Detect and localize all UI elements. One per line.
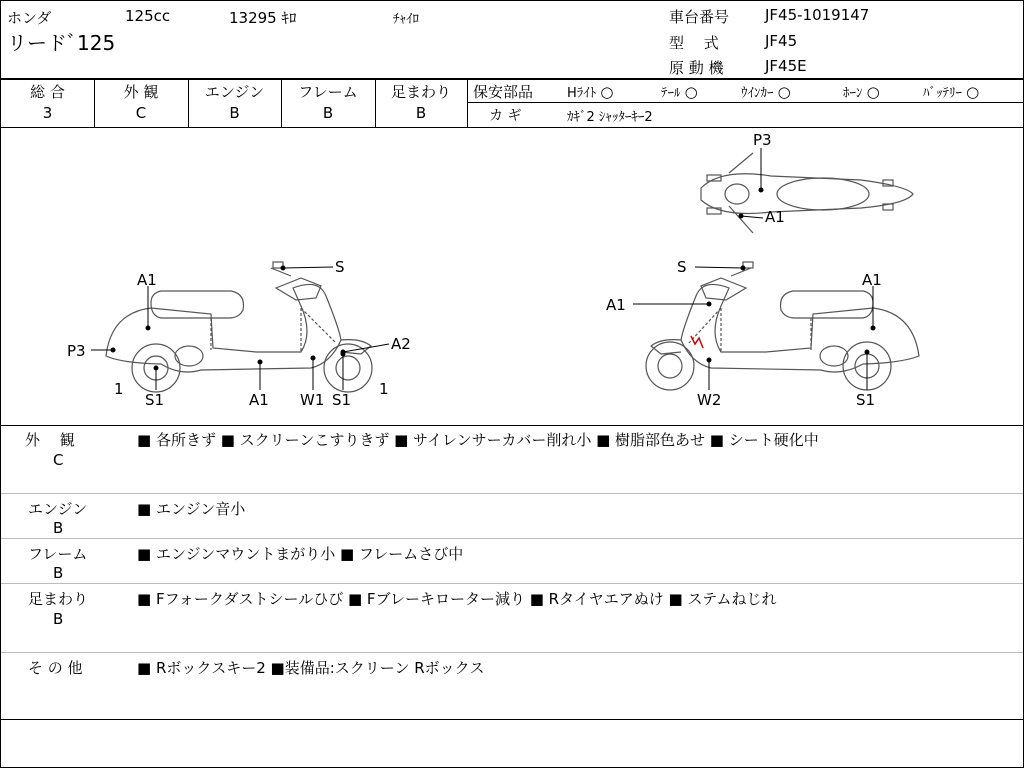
left-w1-label: W1 — [300, 391, 325, 409]
grade-label-overall: 総 合 — [30, 83, 65, 101]
left-a2-label: A2 — [391, 335, 411, 353]
key-value: ｶｷﾞ2 ｼｬｯﾀｰｷｰ2 — [567, 110, 653, 125]
note-grade-suspension: B — [53, 610, 64, 628]
grade-value-engine: B — [229, 104, 240, 122]
right-one-label: 1 — [379, 380, 389, 398]
note-text-other: ■ Rボックスキー2 ■装備品:スクリーン Rボックス — [137, 659, 485, 677]
model-name: リードﾞ125 — [7, 31, 116, 55]
left-s1-label: S1 — [145, 391, 165, 409]
displacement: 125cc — [125, 7, 171, 25]
grade-value-exterior: C — [135, 104, 147, 122]
left-a1-bottom-label: A1 — [249, 391, 269, 409]
right-w2-label: W2 — [697, 391, 722, 409]
grade-label-exterior: 外 観 — [123, 83, 159, 101]
right-s1-label: S1 — [856, 391, 876, 409]
note-label-suspension: 足まわり — [28, 590, 89, 608]
note-label-engine: エンジン — [28, 500, 88, 518]
engine-label: 原 動 機 — [669, 59, 724, 77]
right-s-label: S — [677, 258, 687, 276]
note-grade-exterior: C — [53, 451, 64, 469]
note-label-frame: フレーム — [28, 545, 88, 563]
check-mark-icon: ○ — [777, 83, 791, 101]
type-label: 型 式 — [669, 34, 719, 52]
damage-mark-icon — [691, 336, 703, 348]
note-text-frame: ■ エンジンマウントまがり小 ■ フレームさび中 — [137, 545, 464, 563]
left-s-label: S — [335, 258, 345, 276]
engine-value: JF45E — [765, 57, 807, 75]
note-label-other: そ の 他 — [28, 659, 83, 677]
left-s1-right-label: S1 — [332, 391, 352, 409]
grade-label-suspension: 足まわり — [390, 83, 451, 101]
grade-value-suspension: B — [415, 104, 427, 122]
check-mark-icon: ○ — [966, 83, 980, 101]
safety-item-tail: ﾃｰﾙ ○ — [661, 83, 698, 101]
note-label-exterior: 外 観 — [25, 431, 75, 449]
check-mark-icon: ○ — [866, 83, 880, 101]
right-a1-left-label: A1 — [606, 296, 626, 314]
left-one-label: 1 — [114, 380, 124, 398]
right-a1-right-label: A1 — [862, 271, 882, 289]
grade-value-overall: 3 — [42, 104, 53, 122]
left-p3-label: P3 — [67, 342, 86, 360]
type-value: JF45 — [765, 32, 798, 50]
check-mark-icon: ○ — [600, 83, 614, 101]
top-p3-label: P3 — [753, 131, 772, 149]
check-mark-icon: ○ — [684, 83, 698, 101]
frame-no: JF45-1019147 — [765, 6, 870, 24]
safety-item-headlight: Hﾗｲﾄ ○ — [567, 83, 614, 101]
key-label: カ ギ — [489, 108, 522, 124]
safety-item-horn: ﾎｰﾝ ○ — [843, 83, 880, 101]
note-text-engine: ■ エンジン音小 — [137, 500, 246, 518]
note-grade-frame: B — [53, 564, 64, 582]
color: ﾁｬｲﾛ — [393, 12, 419, 27]
grade-value-frame: B — [322, 104, 334, 122]
safety-item-winker: ｳｲﾝｶｰ ○ — [741, 83, 791, 101]
frame-no-label: 車台番号 — [669, 8, 730, 26]
grade-label-frame: フレーム — [298, 83, 358, 101]
divider — [1, 78, 1023, 80]
note-grade-engine: B — [53, 519, 64, 537]
note-text-exterior: ■ 各所きず ■ スクリーンこすりきず ■ サイレンサーカバー削れ小 ■ 樹脂部色あせ ■ シート硬化中 — [137, 431, 819, 449]
scooter-top-view — [701, 153, 913, 233]
maker: ホンダ — [7, 9, 52, 27]
note-text-suspension: ■ Fフォークダストシールひび ■ Fブレーキローター減り ■ Rタイヤエアぬけ ■ ステムねじれ — [137, 590, 777, 608]
safety-label: 保安部品 — [473, 83, 534, 101]
top-a1-label: A1 — [765, 208, 785, 226]
mileage: 13295 ｷﾛ — [229, 9, 297, 27]
grade-label-engine: エンジン — [204, 83, 265, 101]
safety-item-battery: ﾊﾞｯﾃﾘｰ ○ — [923, 83, 980, 101]
left-a1-label: A1 — [137, 271, 157, 289]
